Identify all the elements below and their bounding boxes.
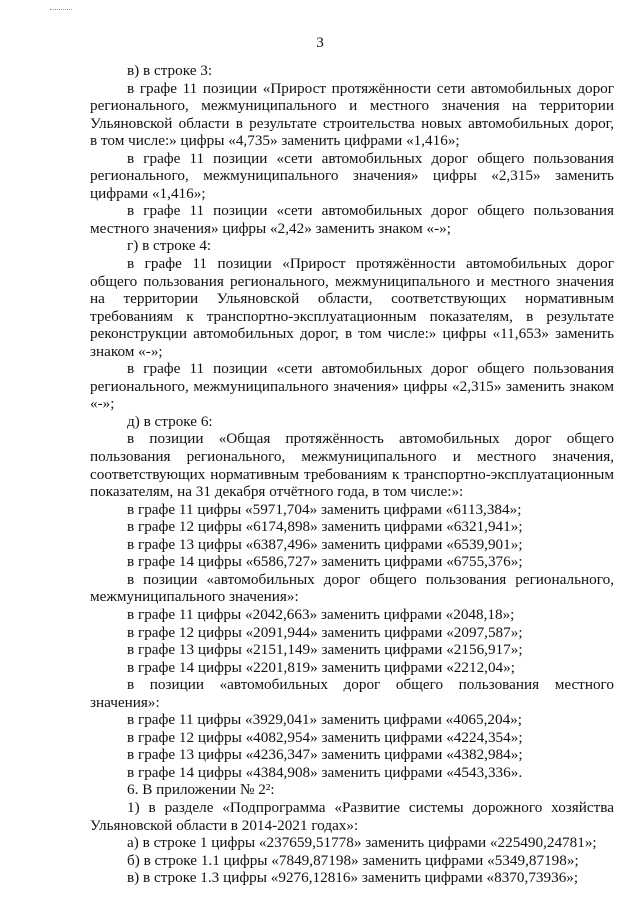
document-body — [90, 62, 614, 887]
text-line: Ульяновской области в результате строительства новых автомобильных дорог, — [90, 114, 614, 132]
text-line: в графе 11 цифры «3929,041» заменить цифрами «4065,204»; — [127, 711, 522, 729]
text-line: местного значения» цифры «2,42» заменить знаком «-»; — [90, 219, 451, 237]
text-line: в графе 13 цифры «6387,496» заменить цифрами «6539,901»; — [127, 535, 523, 553]
text-line: в графе 11 цифры «2042,663» заменить цифрами «2048,18»; — [127, 605, 515, 623]
text-line: в графе 11 цифры «5971,704» заменить цифрами «6113,384»; — [127, 500, 522, 518]
page-number: 3 — [316, 34, 324, 51]
text-line: в графе 13 цифры «4236,347» заменить цифрами «4382,984»; — [127, 746, 523, 764]
text-line: значения»: — [90, 693, 160, 711]
text-line: в графе 11 позиции «Прирост протяжённости сети автомобильных дорог — [127, 79, 614, 97]
text-line: в графе 14 цифры «6586,727» заменить цифрами «6755,376»; — [127, 553, 523, 571]
text-line: в графе 12 цифры «6174,898» заменить цифрами «6321,941»; — [127, 518, 523, 536]
text-line: г) в строке 4: — [127, 237, 212, 255]
text-line: а) в строке 1 цифры «237659,51778» заменить цифрами «225490,24781»; — [127, 834, 597, 852]
text-line: в графе 12 цифры «4082,954» заменить цифрами «4224,354»; — [127, 728, 523, 746]
text-line: в графе 14 цифры «2201,819» заменить цифрами «2212,04»; — [127, 658, 515, 676]
text-line: в графе 11 позиции «сети автомобильных дорог общего пользования — [127, 360, 614, 378]
text-line: в) в строке 3: — [127, 62, 213, 79]
text-line: в позиции «автомобильных дорог общего пользования местного — [127, 676, 614, 694]
text-line: в позиции «Общая протяжённость автомобильных дорог общего — [127, 430, 614, 448]
text-line: в графе 11 позиции «Прирост протяжённости автомобильных дорог — [127, 255, 614, 273]
text-line: межмуниципального значения»: — [90, 588, 299, 606]
text-line: пользования регионального, межмуниципального и местного значения, — [90, 448, 614, 466]
text-line: цифрами «1,416»; — [90, 184, 206, 202]
text-line: реконструкции автомобильных дорог, в том числе:» цифры «11,653» заменить — [90, 325, 614, 343]
text-line: 1) в разделе «Подпрограмма «Развитие системы дорожного хозяйства — [127, 798, 614, 816]
text-line: знаком «-»; — [90, 342, 163, 360]
text-line: в графе 11 позиции «сети автомобильных дорог общего пользования — [127, 202, 614, 220]
scan-mark — [50, 9, 72, 10]
text-line: общего пользования регионального, межмуниципального и местного значения — [90, 272, 614, 290]
text-line: соответствующих нормативным требованиям к транспортно-эксплуатационным — [90, 465, 614, 483]
text-line: требованиям к транспортно-эксплуатационным показателям, в результате — [90, 307, 614, 325]
text-line: в позиции «автомобильных дорог общего пользования регионального, — [127, 570, 614, 588]
text-line: в графе 11 позиции «сети автомобильных дорог общего пользования — [127, 149, 614, 167]
text-line: 6. В приложении № 2²: — [127, 781, 275, 799]
text-line: в том числе:» цифры «4,735» заменить цифрами «1,416»; — [90, 132, 460, 150]
text-line: в графе 13 цифры «2151,149» заменить цифрами «2156,917»; — [127, 641, 523, 659]
text-line: регионального, межмуниципального значения» цифры «2,315» заменить знаком — [90, 377, 614, 395]
text-line: показателям, на 31 декабря отчётного года, в том числе:»: — [90, 483, 464, 501]
text-line: регионального, межмуниципального значения» цифры «2,315» заменить — [90, 167, 614, 185]
text-line: в) в строке 1.3 цифры «9276,12816» заменить цифрами «8370,73936»; — [127, 869, 579, 887]
text-line: б) в строке 1.1 цифры «7849,87198» заменить цифрами «5349,87198»; — [127, 851, 579, 869]
text-line: «-»; — [90, 395, 115, 413]
text-line: д) в строке 6: — [127, 412, 213, 430]
text-line: регионального, межмуниципального и местного значения на территории — [90, 97, 614, 115]
text-line: на территории Ульяновской области, соответствующих нормативным — [90, 290, 614, 308]
text-line: в графе 12 цифры «2091,944» заменить цифрами «2097,587»; — [127, 623, 523, 641]
text-line: Ульяновской области в 2014-2021 годах»: — [90, 816, 359, 834]
text-line: в графе 14 цифры «4384,908» заменить цифрами «4543,336». — [127, 763, 523, 781]
